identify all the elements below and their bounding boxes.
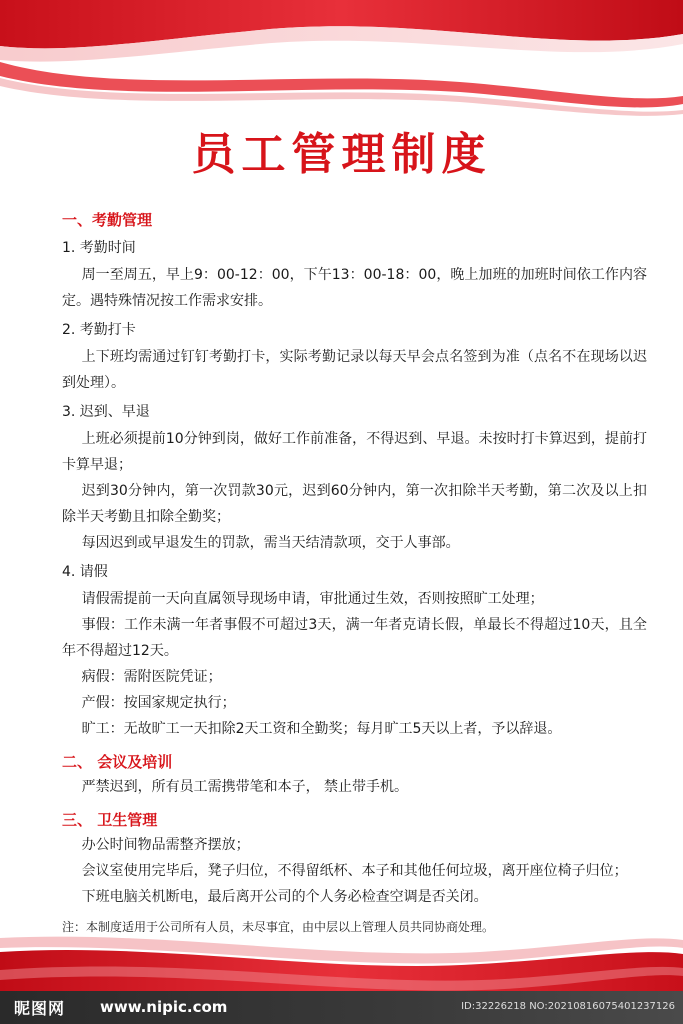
subsection-label: 3. 迟到、早退 bbox=[62, 404, 150, 420]
regulation-content bbox=[62, 208, 647, 938]
paragraph: 旷工：无故旷工一天扣除2天工资和全勤奖；每月旷工5天以上者，予以辞退。 bbox=[81, 721, 562, 737]
watermark-footer bbox=[0, 991, 683, 1024]
section-heading-meetings: 二、 会议及培训 bbox=[62, 753, 173, 771]
paragraph: 事假：工作未满一年者事假不可超过3天，满一年者克请长假，单最长不得超过10天，且全年不得超过12天。 bbox=[62, 617, 647, 659]
paragraph: 迟到30分钟内，第一次罚款30元，迟到60分钟内，第一次扣除半天考勤，第二次及以上扣除半天考勤且扣除全勤奖； bbox=[62, 483, 647, 525]
section-heading-hygiene: 三、 卫生管理 bbox=[62, 811, 158, 829]
section-heading-attendance: 一、考勤管理 bbox=[62, 211, 153, 229]
paragraph: 病假：需附医院凭证； bbox=[81, 669, 222, 685]
paragraph: 产假：按国家规定执行； bbox=[81, 695, 236, 711]
paragraph: 下班电脑关机断电，最后离开公司的个人务必检查空调是否关闭。 bbox=[81, 889, 488, 905]
page-title: 员工管理制度 bbox=[191, 129, 492, 180]
paragraph: 请假需提前一天向直属领导现场申请，审批通过生效，否则按照旷工处理； bbox=[81, 591, 544, 607]
site-url: www.nipic.com bbox=[100, 998, 228, 1016]
subsection-label: 2. 考勤打卡 bbox=[62, 322, 136, 338]
paragraph: 上下班均需通过钉钉考勤打卡，实际考勤记录以每天早会点名签到为准（点名不在现场以迟到处理）。 bbox=[62, 349, 647, 391]
paragraph: 严禁迟到，所有员工需携带笔和本子， 禁止带手机。 bbox=[81, 779, 409, 795]
top-wave-decoration bbox=[0, 0, 683, 120]
brand-logo-text: 昵图网 bbox=[14, 999, 66, 1018]
image-id-text: ID:32226218 NO:20210816075401237126 bbox=[461, 1001, 675, 1012]
paragraph: 上班必须提前10分钟到岗，做好工作前准备，不得迟到、早退。未按时打卡算迟到，提前打卡算早退； bbox=[62, 431, 647, 473]
paragraph: 周一至周五，早上9：00-12：00，下午13：00-18：00，晚上加班的加班时间依工作内容定。遇特殊情况按工作需求安排。 bbox=[62, 267, 647, 309]
subsection-label: 4. 请假 bbox=[62, 564, 108, 580]
paragraph: 会议室使用完毕后，凳子归位，不得留纸杯、本子和其他任何垃圾，离开座位椅子归位； bbox=[81, 863, 628, 879]
paragraph: 办公时间物品需整齐摆放； bbox=[81, 837, 250, 853]
footnote: 注：本制度适用于公司所有人员，未尽事宜，由中层以上管理人员共同协商处理。 bbox=[62, 920, 495, 934]
paragraph: 每因迟到或早退发生的罚款，需当天结清款项，交于人事部。 bbox=[81, 535, 460, 551]
subsection-label: 1. 考勤时间 bbox=[62, 240, 136, 256]
